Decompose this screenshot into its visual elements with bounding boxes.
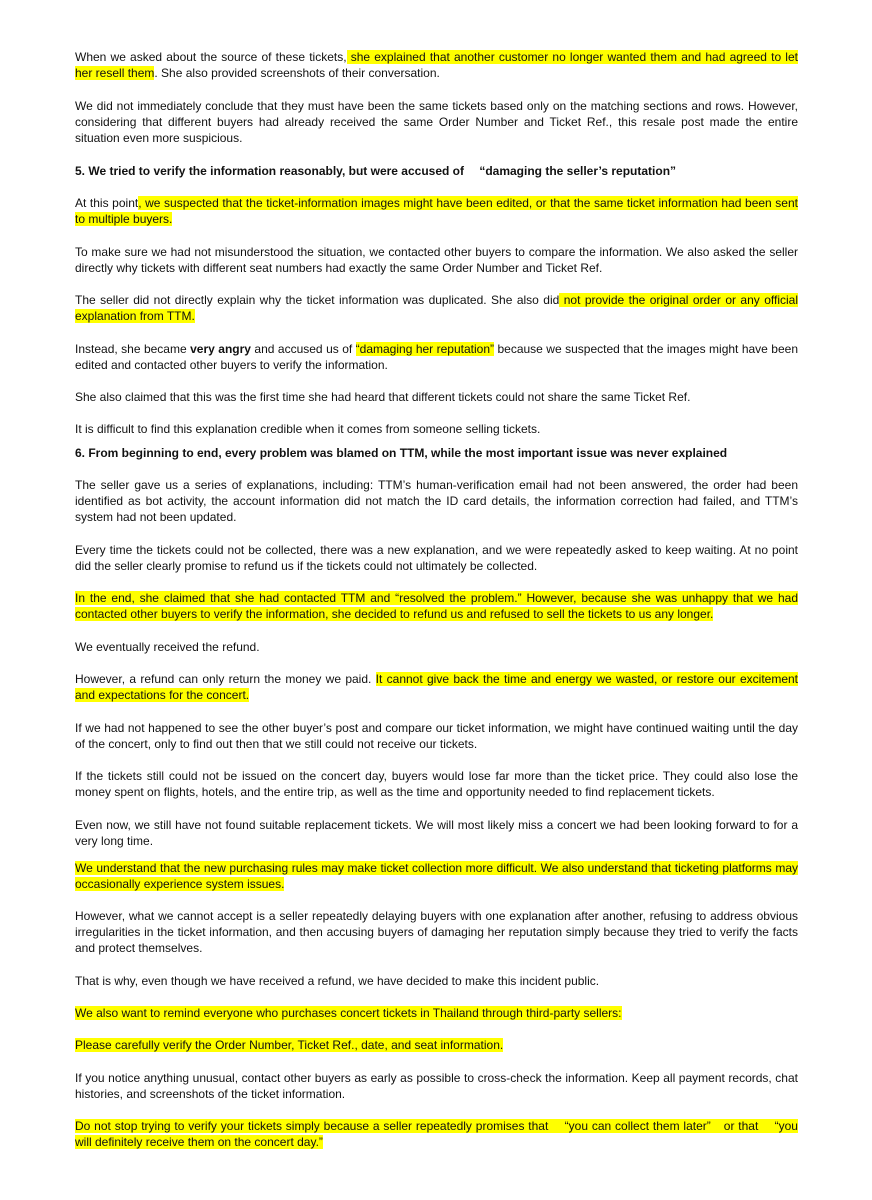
highlighted-text: Please carefully verify the Order Number, Ticket Ref., date, and seat information. bbox=[75, 1038, 504, 1052]
paragraph-make-public: That is why, even though we have received a refund, we have decided to make this incident public. bbox=[75, 974, 600, 988]
highlighted-text: she explained that another customer no longer wanted them and had agreed to let her resell them bbox=[75, 50, 798, 81]
paragraph-keep-waiting: Every time the tickets could not be collected, there was a new explanation, and we were repeatedly asked to keep waiting. At no point did the seller clearly promise to refund us if the tickets could not ultimately be collected. bbox=[75, 543, 798, 574]
paragraph-refund-decision bbox=[75, 590, 798, 622]
highlighted-text: “damaging her reputation” bbox=[355, 342, 495, 356]
highlighted-text: not provide the original order or any official explanation from TTM. bbox=[75, 293, 798, 324]
paragraph-no-replacement: Even now, we still have not found suitable replacement tickets. We will most likely miss a concert we had been looking forward to for a very long time. bbox=[75, 818, 798, 849]
paragraph-suspected-edit: At this point, we suspected that the ticket-information images might have been edited, or that the same ticket information had been sent to multiple buyers. bbox=[75, 196, 798, 227]
highlighted-text: In the end, she claimed that she had contacted TTM and “resolved the problem.” However, because she was unhappy that we had contacted other buyers to verify the information, she decided to refund us and refused to sell the tickets to us any longer. bbox=[75, 591, 798, 622]
paragraph-angry: Instead, she became very angry and accused us of “damaging her reputation” because we suspected that the images might have been edited and contacted other buyers to verify the information. bbox=[75, 342, 799, 373]
section-heading-6: 6. From beginning to end, every problem was blamed on TTM, while the most important issue was never explained bbox=[75, 446, 728, 460]
paragraph-suspicion: We did not immediately conclude that they must have been the same tickets based only on the matching sections and rows. However, considering that different buyers had already received the same Order Number and Ticket Ref., this resale post made the entire situation even more suspicious. bbox=[75, 99, 798, 146]
paragraph-ticket-source: When we asked about the source of these tickets, she explained that another customer no longer wanted them and had agreed to let her resell them. She also provided screenshots of their conversation. bbox=[75, 50, 798, 81]
paragraph-other-buyer-post: If we had not happened to see the other buyer’s post and compare our ticket information, we might have continued waiting until the day of the concert, only to find out then that we still could not receive our tickets. bbox=[75, 721, 798, 752]
highlighted-text: It cannot give back the time and energy we wasted, or restore our excitement and expectations for the concert. bbox=[75, 672, 798, 703]
paragraph-no-explanation: The seller did not directly explain why the ticket information was duplicated. She also did not provide the original order or any official explanation from TTM. bbox=[75, 293, 798, 324]
paragraph-first-time: She also claimed that this was the first time she had heard that different tickets could not share the same Ticket Ref. bbox=[75, 390, 691, 404]
paragraph-credibility: It is difficult to find this explanation credible when it comes from someone selling tickets. bbox=[75, 422, 541, 436]
highlighted-text: We understand that the new purchasing rules may make ticket collection more difficult. We also understand that ticketing platforms may occasionally experience system issues. bbox=[75, 861, 798, 892]
paragraph-understand-rules bbox=[75, 860, 798, 892]
paragraph-losses: If the tickets still could not be issued on the concert day, buyers would lose far more than the ticket price. They could also lose the money spent on flights, hotels, and the entire trip, as well as the time and opportunity needed to find replacement tickets. bbox=[75, 769, 798, 800]
highlighted-text: , we suspected that the ticket-information images might have been edited, or that the same ticket information had been sent to multiple buyers. bbox=[75, 196, 798, 227]
paragraph-contacted-buyers: To make sure we had not misunderstood the situation, we contacted other buyers to compare the information. We also asked the seller directly why tickets with different seat numbers had exactly the same Order Number and Ticket Ref. bbox=[75, 245, 798, 276]
paragraph-cross-check: If you notice anything unusual, contact other buyers as early as possible to cross-check the information. Keep all payment records, chat histories, and screenshots of the ticket information. bbox=[75, 1071, 798, 1102]
section-heading-5: 5. We tried to verify the information reasonably, but were accused of “damaging the seller’s reputation” bbox=[75, 164, 677, 178]
paragraph-remind-everyone bbox=[75, 1005, 798, 1021]
paragraph-verify-info bbox=[75, 1037, 798, 1053]
paragraph-explanations: The seller gave us a series of explanations, including: TTM’s human-verification email had not been answered, the order had been identified as bot activity, the account information did not match the ID card details, the information correction had failed, and TTM’s system had not been updated. bbox=[75, 478, 798, 525]
paragraph-cannot-accept: However, what we cannot accept is a seller repeatedly delaying buyers with one explanation after another, refusing to address obvious irregularities in the ticket information, and then accusing buyers of damaging her reputation simply because they tried to verify the facts and protect themselves. bbox=[75, 909, 798, 956]
highlighted-text: Do not stop trying to verify your tickets simply because a seller repeatedly promises that “you can collect them later” or that “you will definitely receive them on the concert day.” bbox=[75, 1119, 798, 1150]
highlighted-text: We also want to remind everyone who purchases concert tickets in Thailand through third-party sellers: bbox=[75, 1006, 622, 1020]
paragraph-do-not-stop bbox=[75, 1118, 798, 1150]
paragraph-refund-limits: However, a refund can only return the money we paid. It cannot give back the time and energy we wasted, or restore our excitement and expectations for the concert. bbox=[75, 672, 798, 703]
paragraph-received-refund: We eventually received the refund. bbox=[75, 640, 260, 654]
